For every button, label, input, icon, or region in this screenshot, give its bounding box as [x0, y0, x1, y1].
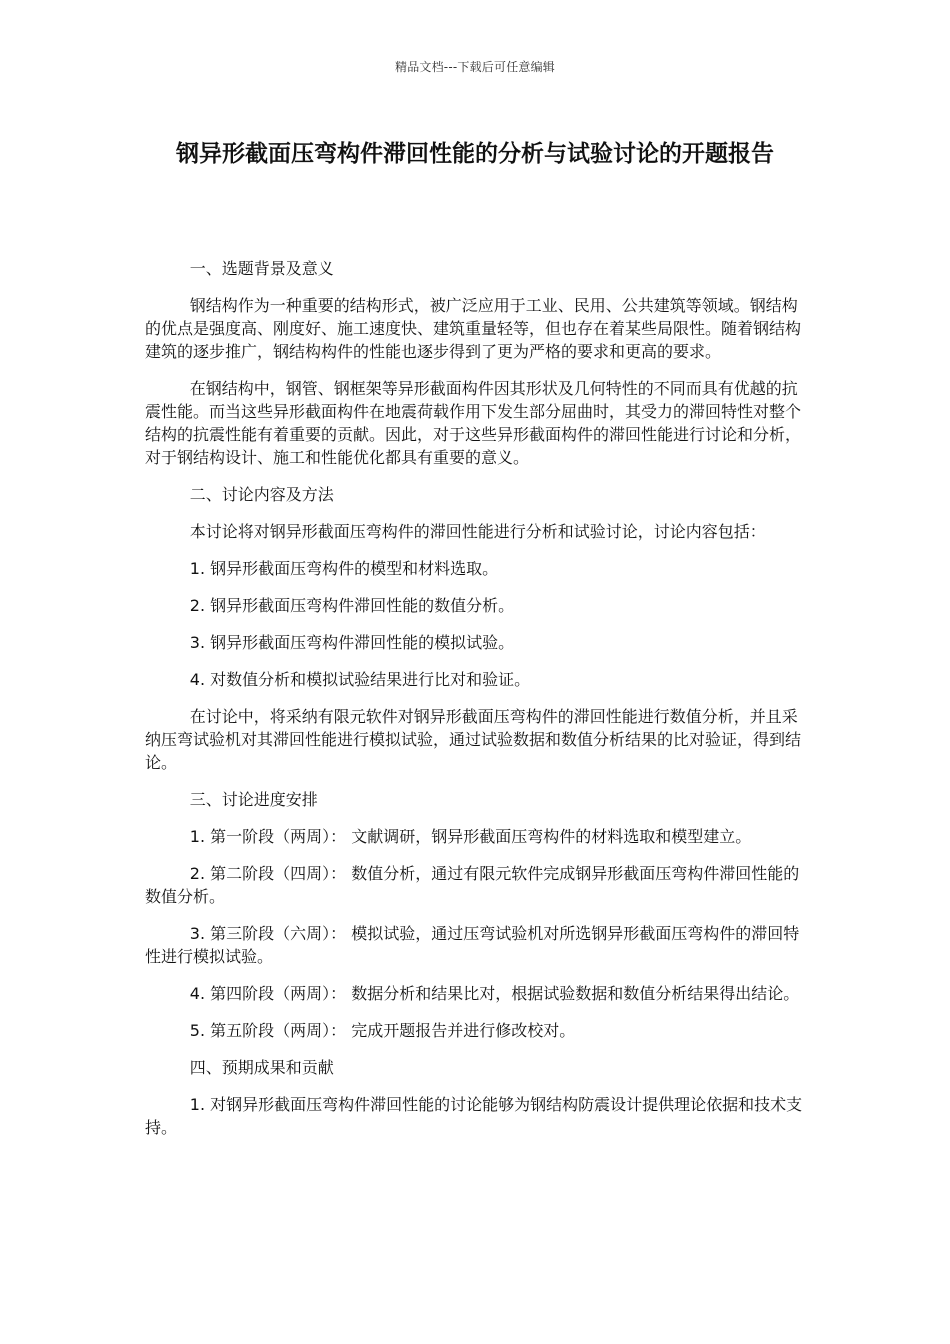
list-item: 2. 第二阶段（四周）： 数值分析，通过有限元软件完成钢异形截面压弯构件滞回性能的数值分析。 — [145, 864, 800, 906]
list-item: 2. 钢异形截面压弯构件滞回性能的数值分析。 — [189, 596, 515, 615]
paragraph-content-intro: 本讨论将对钢异形截面压弯构件的滞回性能进行分析和试验讨论，讨论内容包括： — [189, 522, 766, 541]
document-body — [145, 257, 813, 1153]
header-note: 精品文档---下载后可任意编辑 — [395, 60, 555, 74]
paragraph-background-1: 钢结构作为一种重要的结构形式，被广泛应用于工业、民用、公共建筑等领域。钢结构的优点是强度高、刚度好、施工速度快、建筑重量轻等，但也存在着某些局限性。随着钢结构建筑的逐步推广，钢结构构件的性能也逐步得到了更为严格的要求和更高的要求。 — [145, 296, 802, 361]
list-item: 3. 钢异形截面压弯构件滞回性能的模拟试验。 — [189, 633, 515, 652]
list-item: 4. 第四阶段（两周）： 数据分析和结果比对，根据试验数据和数值分析结果得出结论。 — [189, 984, 800, 1003]
section-heading-schedule: 三、讨论进度安排 — [189, 790, 318, 809]
section-heading-background: 一、选题背景及意义 — [189, 259, 334, 278]
section-heading-outcomes: 四、预期成果和贡献 — [189, 1058, 334, 1077]
list-item: 4. 对数值分析和模拟试验结果进行比对和验证。 — [189, 670, 531, 689]
paragraph-background-2: 在钢结构中，钢管、钢框架等异形截面构件因其形状及几何特性的不同而具有优越的抗震性能。而当这些异形截面构件在地震荷载作用下发生部分屈曲时，其受力的滞回特性对整个结构的抗震性能有着重要的贡献。因此，对于这些异形截面构件的滞回性能进行讨论和分析，对于钢结构设计、施工和性能优化都具有重要的意义。 — [145, 379, 802, 467]
section-heading-content-method: 二、讨论内容及方法 — [189, 485, 334, 504]
paragraph-method: 在讨论中，将采纳有限元软件对钢异形截面压弯构件的滞回性能进行数值分析，并且采纳压弯试验机对其滞回性能进行模拟试验，通过试验数据和数值分析结果的比对验证，得到结论。 — [145, 707, 802, 772]
list-item: 1. 第一阶段（两周）： 文献调研，钢异形截面压弯构件的材料选取和模型建立。 — [189, 827, 752, 846]
list-item: 3. 第三阶段（六周）： 模拟试验，通过压弯试验机对所选钢异形截面压弯构件的滞回特性进行模拟试验。 — [145, 924, 800, 966]
list-item: 1. 对钢异形截面压弯构件滞回性能的讨论能够为钢结构防震设计提供理论依据和技术支持。 — [145, 1095, 803, 1137]
list-item: 1. 钢异形截面压弯构件的模型和材料选取。 — [189, 559, 499, 578]
document-title: 钢异形截面压弯构件滞回性能的分析与试验讨论的开题报告 — [176, 141, 774, 167]
list-item: 5. 第五阶段（两周）： 完成开题报告并进行修改校对。 — [189, 1021, 576, 1040]
